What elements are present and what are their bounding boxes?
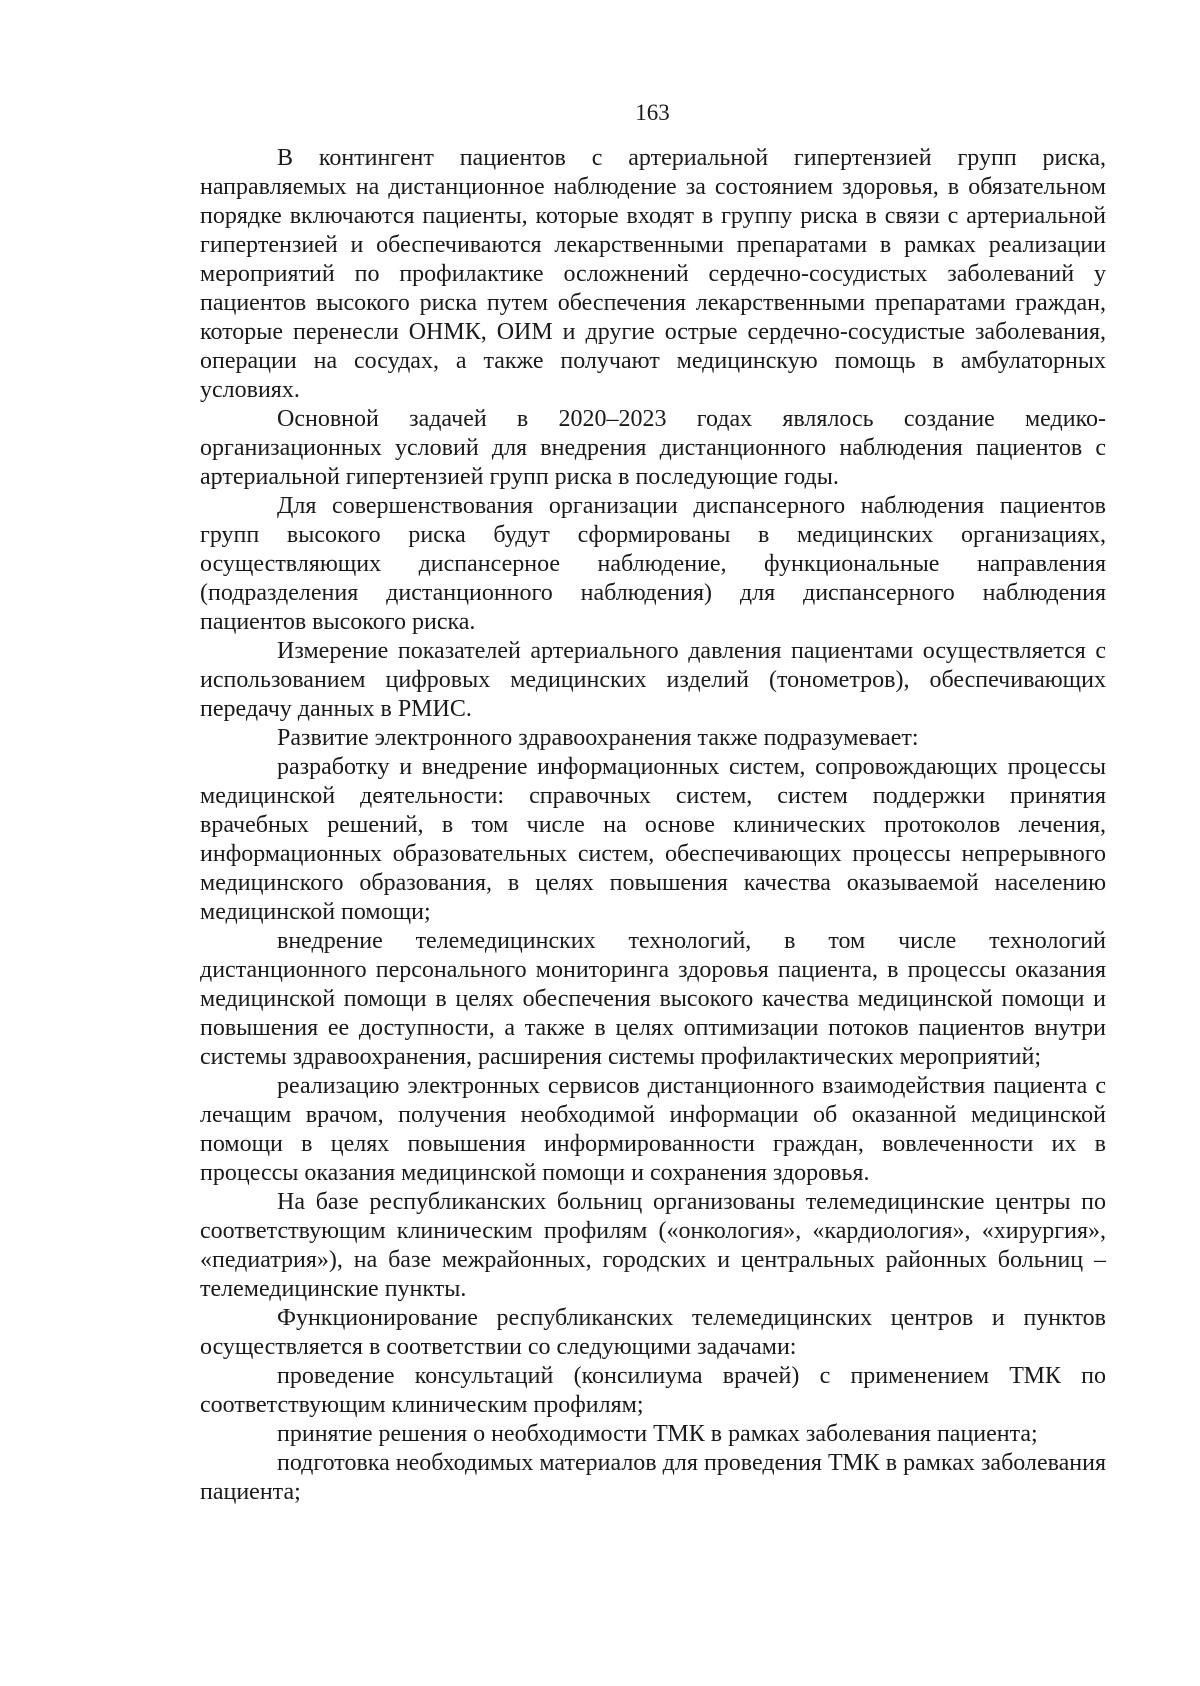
list-item-electronic-services: реализацию электронных сервисов дистанционного взаимодействия пациента с лечащим врачом, получения необходимой информации об оказанной медицинской помощи в целях повышения информированности граждан, вовлеченности их в процессы оказания медицинской помощи и сохранения здоровья. xyxy=(200,1073,1106,1186)
page-number: 163 xyxy=(635,100,670,125)
list-item-decision: принятие решения о необходимости ТМК в рамках заболевания пациента; xyxy=(277,1421,1038,1447)
paragraph-main-task: Основной задачей в 2020–2023 годах являлось создание медико-организационных условий для внедрения дистанционного наблюдения пациентов с артериальной гипертензией групп риска в последующие годы. xyxy=(200,406,1106,490)
list-item-telemedicine: внедрение телемедицинских технологий, в том числе технологий дистанционного персонального мониторинга здоровья пациента, в процессы оказания медицинской помощи в целях обеспечения высокого качества медицинской помощи и повышения ее доступности, а также в целях оптимизации потоков пациентов внутри системы здравоохранения, расширения системы профилактических мероприятий; xyxy=(200,928,1106,1070)
list-item-materials: подготовка необходимых материалов для проведения ТМК в рамках заболевания пациента; xyxy=(200,1450,1106,1505)
paragraph-patient-contingent: В контингент пациентов с артериальной гипертензией групп риска, направляемых на дистанционное наблюдение за состоянием здоровья, в обязательном порядке включаются пациенты, которые входят в группу риска в связи с артериальной гипертензией и обеспечиваются лекарственными препаратами в рамках реализации мероприятий по профилактике осложнений сердечно-сосудистых заболеваний у пациентов высокого риска путем обеспечения лекарственными препаратами граждан, которые перенесли ОНМК, ОИМ и другие острые сердечно-сосудистые заболевания, операции на сосудах, а также получают медицинскую помощь в амбулаторных условиях. xyxy=(200,145,1106,403)
paragraph-centers-tasks: Функционирование республиканских телемедицинских центров и пунктов осуществляется в соответствии со следующими задачами: xyxy=(200,1305,1106,1360)
paragraph-pressure-measurement: Измерение показателей артериального давления пациентами осуществляется с использованием цифровых медицинских изделий (тонометров), обеспечивающих передачу данных в РМИС. xyxy=(200,638,1106,722)
paragraph-dispensary-improvement: Для совершенствования организации диспансерного наблюдения пациентов групп высокого риска будут сформированы в медицинских организациях, осуществляющих диспансерное наблюдение, функциональные направления (подразделения дистанционного наблюдения) для диспансерного наблюдения пациентов высокого риска. xyxy=(200,493,1106,635)
list-item-information-systems: разработку и внедрение информационных систем, сопровождающих процессы медицинской деятельности: справочных систем, систем поддержки принятия врачебных решений, в том числе на основе клинических протоколов лечения, информационных образовательных систем, обеспечивающих процессы непрерывного медицинского образования, в целях повышения качества оказываемой населению медицинской помощи; xyxy=(200,754,1106,925)
list-item-consultations: проведение консультаций (консилиума врачей) с применением ТМК по соответствующим клиническим профилям; xyxy=(200,1363,1106,1418)
paragraph-ehealth-intro: Развитие электронного здравоохранения также подразумевает: xyxy=(277,725,919,751)
paragraph-telemedicine-centers: На базе республиканских больниц организованы телемедицинские центры по соответствующим клиническим профилям («онкология», «кардиология», «хирургия», «педиатрия»), на базе межрайонных, городских и центральных районных больниц – телемедицинские пункты. xyxy=(200,1189,1106,1302)
document-body xyxy=(200,144,1106,1507)
